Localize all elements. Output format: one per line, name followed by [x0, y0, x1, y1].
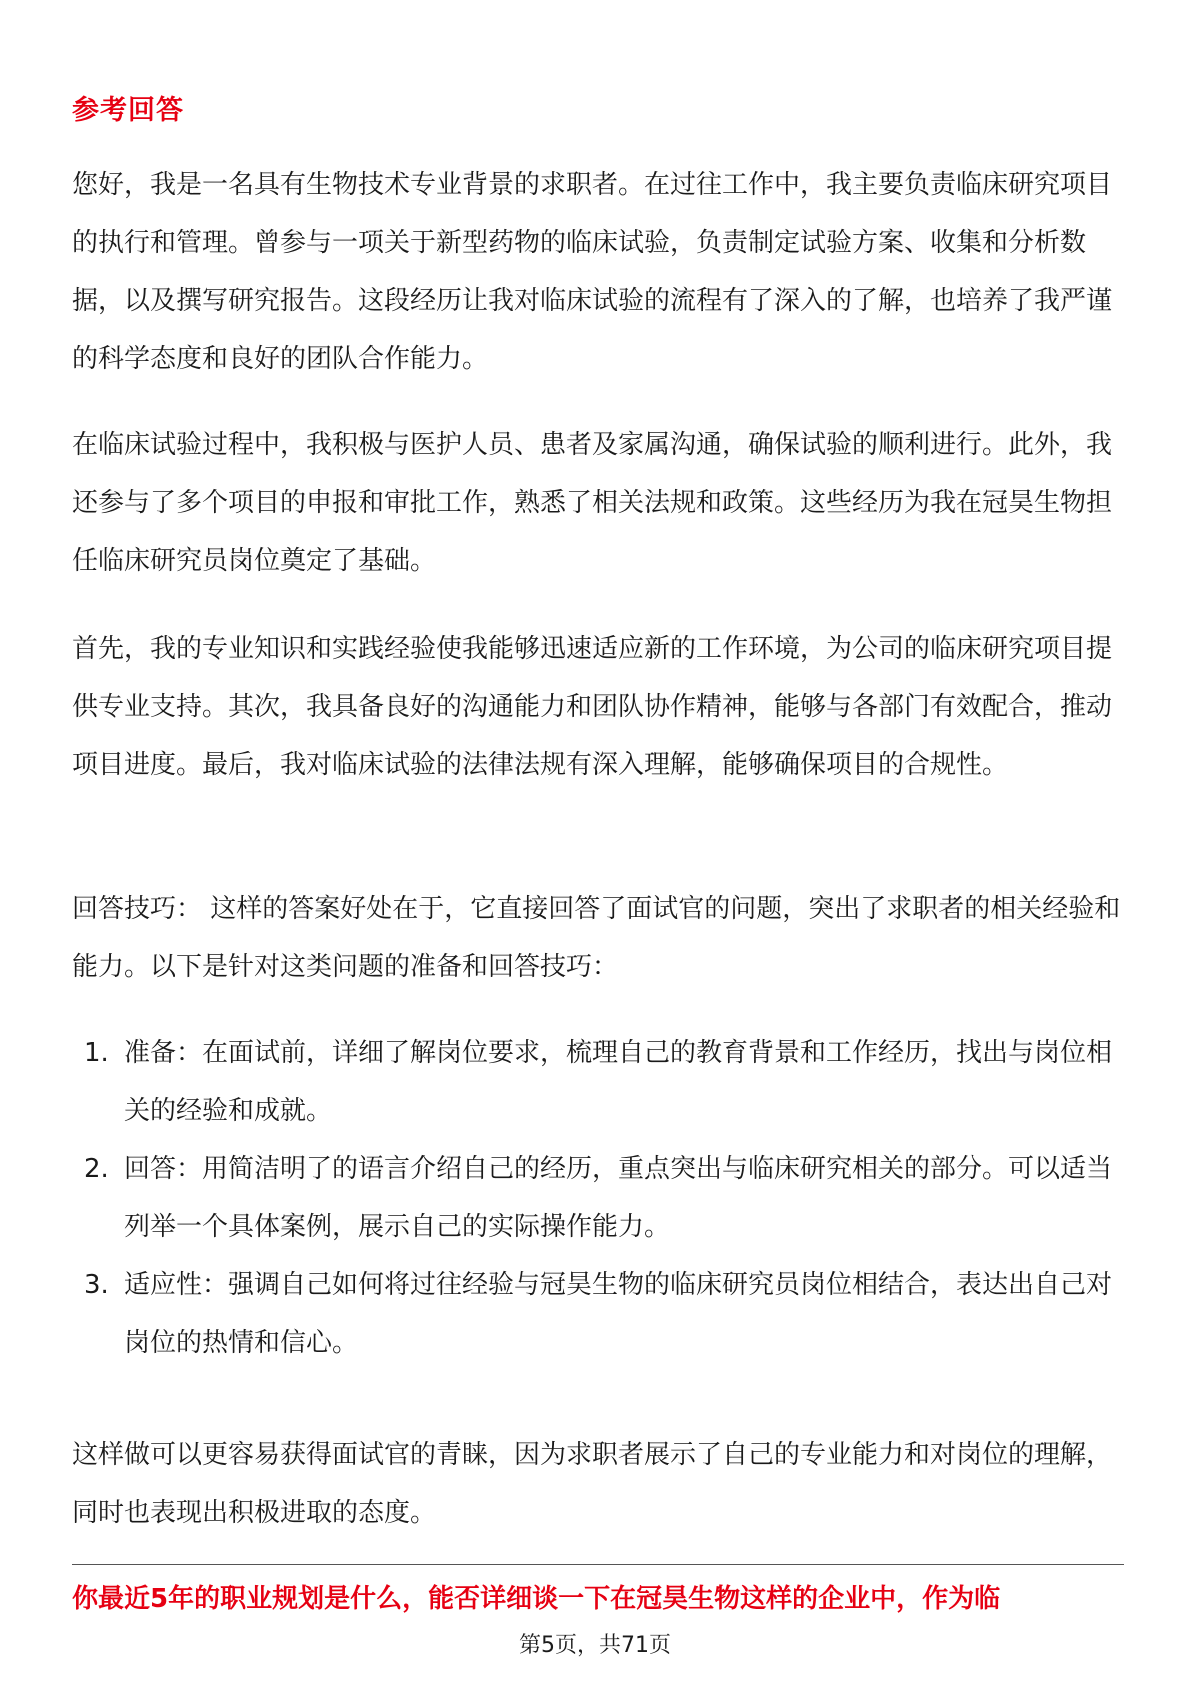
conclusion-paragraph: 这样做可以更容易获得面试官的青睐，因为求职者展示了自己的专业能力和对岗位的理解，同时也表现出积极进取的态度。 [72, 1440, 1113, 1528]
list-number: 1. [84, 1038, 109, 1068]
tips-list-item [72, 1024, 1124, 1140]
list-number: 2. [84, 1154, 109, 1184]
tips-list-item [72, 1256, 1124, 1372]
section-divider [72, 1564, 1124, 1565]
list-number: 3. [84, 1270, 109, 1300]
answer-paragraph-3: 首先，我的专业知识和实践经验使我能够迅速适应新的工作环境，为公司的临床研究项目提供专业支持。其次，我具备良好的沟通能力和团队协作精神，能够与各部门有效配合，推动项目进度。最后，我对临床试验的法律法规有深入理解，能够确保项目的合规性。 [72, 634, 1113, 780]
next-question-heading: 你最近5年的职业规划是什么，能否详细谈一下在冠昊生物这样的企业中，作为临 [72, 1584, 1001, 1614]
list-item-text: 适应性：强调自己如何将过往经验与冠昊生物的临床研究员岗位相结合，表达出自己对岗位的热情和信心。 [124, 1270, 1113, 1358]
answer-paragraph-2: 在临床试验过程中，我积极与医护人员、患者及家属沟通，确保试验的顺利进行。此外，我还参与了多个项目的申报和审批工作，熟悉了相关法规和政策。这些经历为我在冠昊生物担任临床研究员岗位奠定了基础。 [72, 430, 1113, 576]
tips-list-item [72, 1140, 1124, 1256]
tips-list [72, 1024, 1124, 1372]
answer-paragraph-1: 您好，我是一名具有生物技术专业背景的求职者。在过往工作中，我主要负责临床研究项目的执行和管理。曾参与一项关于新型药物的临床试验，负责制定试验方案、收集和分析数据，以及撰写研究报告。这段经历让我对临床试验的流程有了深入的了解，也培养了我严谨的科学态度和良好的团队合作能力。 [72, 170, 1113, 374]
page-number-footer: 第5页，共71页 [519, 1633, 671, 1658]
list-item-text: 回答：用简洁明了的语言介绍自己的经历，重点突出与临床研究相关的部分。可以适当列举一个具体案例，展示自己的实际操作能力。 [124, 1154, 1113, 1242]
list-item-text: 准备：在面试前，详细了解岗位要求，梳理自己的教育背景和工作经历，找出与岗位相关的经验和成就。 [124, 1038, 1113, 1126]
section-heading: 参考回答 [72, 95, 184, 126]
tips-intro-paragraph: 回答技巧： 这样的答案好处在于，它直接回答了面试官的问题，突出了求职者的相关经验和能力。以下是针对这类问题的准备和回答技巧： [72, 894, 1121, 982]
